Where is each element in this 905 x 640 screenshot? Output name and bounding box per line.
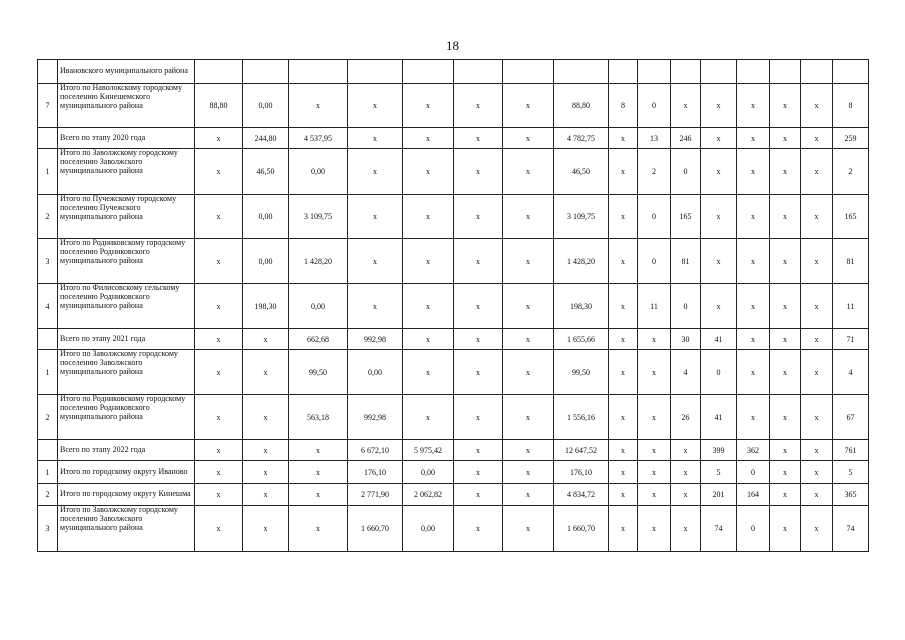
value-cell: 3 109,75 bbox=[289, 195, 348, 239]
value-cell: 30 bbox=[671, 329, 701, 350]
value-cell: x bbox=[348, 149, 403, 195]
value-cell bbox=[609, 60, 638, 84]
value-cell: 0,00 bbox=[348, 350, 403, 395]
value-cell: 2 bbox=[833, 149, 869, 195]
value-cell: x bbox=[701, 239, 737, 284]
value-cell: 0 bbox=[671, 284, 701, 329]
value-cell: x bbox=[801, 350, 833, 395]
value-cell: x bbox=[737, 329, 770, 350]
value-cell: x bbox=[671, 461, 701, 484]
data-table bbox=[37, 59, 869, 552]
value-cell: 2 bbox=[638, 149, 671, 195]
value-cell: 0,00 bbox=[289, 149, 348, 195]
value-cell: 71 bbox=[833, 329, 869, 350]
row-number-cell: 2 bbox=[38, 484, 58, 506]
value-cell: x bbox=[737, 350, 770, 395]
row-number-cell: 1 bbox=[38, 149, 58, 195]
value-cell: x bbox=[609, 195, 638, 239]
value-cell: x bbox=[638, 484, 671, 506]
value-cell: 761 bbox=[833, 440, 869, 461]
value-cell: x bbox=[454, 329, 503, 350]
value-cell: 81 bbox=[671, 239, 701, 284]
value-cell: x bbox=[503, 461, 554, 484]
page-number: 18 bbox=[446, 38, 459, 53]
row-name-cell: Итого по Родниковскому городскому поселению Родниковского муниципального района bbox=[58, 239, 195, 284]
value-cell bbox=[348, 60, 403, 84]
row-name-cell: Итого по Заволжскому городскому поселению Заволжского муниципального района bbox=[58, 350, 195, 395]
value-cell: x bbox=[503, 350, 554, 395]
value-cell: x bbox=[454, 239, 503, 284]
value-cell: 0 bbox=[638, 239, 671, 284]
value-cell bbox=[289, 60, 348, 84]
value-cell bbox=[770, 60, 801, 84]
value-cell: x bbox=[289, 84, 348, 128]
value-cell: 2 771,90 bbox=[348, 484, 403, 506]
row-number-cell bbox=[38, 128, 58, 149]
value-cell: 6 672,10 bbox=[348, 440, 403, 461]
value-cell: x bbox=[638, 440, 671, 461]
value-cell: x bbox=[801, 395, 833, 440]
value-cell: x bbox=[403, 239, 454, 284]
value-cell: x bbox=[454, 284, 503, 329]
value-cell bbox=[671, 60, 701, 84]
value-cell: 0,00 bbox=[243, 84, 289, 128]
value-cell: x bbox=[770, 128, 801, 149]
table-row bbox=[38, 506, 869, 552]
row-number-cell: 1 bbox=[38, 350, 58, 395]
table-row bbox=[38, 461, 869, 484]
value-cell: 0 bbox=[737, 506, 770, 552]
value-cell: 4 537,95 bbox=[289, 128, 348, 149]
row-name-cell: Итого по городскому округу Иваново bbox=[58, 461, 195, 484]
value-cell: x bbox=[348, 195, 403, 239]
value-cell: x bbox=[770, 329, 801, 350]
value-cell: 165 bbox=[833, 195, 869, 239]
value-cell: x bbox=[403, 195, 454, 239]
value-cell: 88,80 bbox=[195, 84, 243, 128]
value-cell: 992,98 bbox=[348, 395, 403, 440]
value-cell: x bbox=[801, 239, 833, 284]
value-cell: x bbox=[195, 195, 243, 239]
value-cell: 1 428,20 bbox=[554, 239, 609, 284]
value-cell: x bbox=[503, 195, 554, 239]
value-cell: 176,10 bbox=[348, 461, 403, 484]
value-cell: 41 bbox=[701, 329, 737, 350]
table-row bbox=[38, 128, 869, 149]
value-cell: x bbox=[801, 461, 833, 484]
value-cell: x bbox=[243, 395, 289, 440]
value-cell: x bbox=[638, 506, 671, 552]
table-row bbox=[38, 239, 869, 284]
row-name-cell: Итого по Пучежскому городскому поселению Пучежского муниципального района bbox=[58, 195, 195, 239]
value-cell: 46,50 bbox=[243, 149, 289, 195]
value-cell: x bbox=[403, 395, 454, 440]
value-cell: x bbox=[609, 506, 638, 552]
value-cell: 399 bbox=[701, 440, 737, 461]
value-cell: 198,30 bbox=[554, 284, 609, 329]
value-cell: x bbox=[503, 484, 554, 506]
value-cell: x bbox=[737, 84, 770, 128]
value-cell bbox=[195, 60, 243, 84]
value-cell: 5 bbox=[833, 461, 869, 484]
row-number-cell: 7 bbox=[38, 84, 58, 128]
value-cell: x bbox=[195, 284, 243, 329]
value-cell: x bbox=[403, 284, 454, 329]
value-cell: x bbox=[243, 440, 289, 461]
value-cell: x bbox=[801, 484, 833, 506]
value-cell: x bbox=[701, 195, 737, 239]
value-cell: x bbox=[801, 84, 833, 128]
row-number-cell bbox=[38, 329, 58, 350]
row-name-cell: Итого по Заволжскому городскому поселению Заволжского муниципального района bbox=[58, 149, 195, 195]
value-cell: x bbox=[454, 461, 503, 484]
value-cell bbox=[454, 60, 503, 84]
value-cell: 67 bbox=[833, 395, 869, 440]
value-cell: 365 bbox=[833, 484, 869, 506]
value-cell: x bbox=[801, 128, 833, 149]
value-cell: 1 428,20 bbox=[289, 239, 348, 284]
value-cell: x bbox=[609, 350, 638, 395]
value-cell bbox=[554, 60, 609, 84]
value-cell: x bbox=[671, 440, 701, 461]
value-cell: x bbox=[701, 84, 737, 128]
value-cell: 4 bbox=[833, 350, 869, 395]
value-cell bbox=[638, 60, 671, 84]
value-cell: x bbox=[503, 506, 554, 552]
value-cell: x bbox=[770, 484, 801, 506]
value-cell: 2 062,82 bbox=[403, 484, 454, 506]
value-cell bbox=[833, 60, 869, 84]
value-cell: 0,00 bbox=[243, 239, 289, 284]
value-cell: x bbox=[195, 239, 243, 284]
value-cell: x bbox=[195, 440, 243, 461]
value-cell: 0,00 bbox=[289, 284, 348, 329]
value-cell: 259 bbox=[833, 128, 869, 149]
value-cell: x bbox=[454, 350, 503, 395]
value-cell: x bbox=[503, 284, 554, 329]
value-cell: 0,00 bbox=[243, 195, 289, 239]
value-cell: x bbox=[195, 329, 243, 350]
value-cell: x bbox=[195, 149, 243, 195]
value-cell: 1 660,70 bbox=[348, 506, 403, 552]
value-cell: x bbox=[503, 395, 554, 440]
value-cell: x bbox=[609, 128, 638, 149]
value-cell: x bbox=[243, 484, 289, 506]
value-cell: x bbox=[671, 484, 701, 506]
value-cell: 4 834,72 bbox=[554, 484, 609, 506]
value-cell: x bbox=[403, 329, 454, 350]
value-cell: x bbox=[403, 128, 454, 149]
value-cell: 992,98 bbox=[348, 329, 403, 350]
value-cell: x bbox=[609, 484, 638, 506]
value-cell: 5 975,42 bbox=[403, 440, 454, 461]
row-name-cell: Итого по городскому округу Кинешма bbox=[58, 484, 195, 506]
value-cell bbox=[503, 60, 554, 84]
row-name-cell: Итого по Родниковскому городскому поселению Родниковского муниципального района bbox=[58, 395, 195, 440]
value-cell: x bbox=[609, 461, 638, 484]
value-cell: x bbox=[609, 149, 638, 195]
value-cell: x bbox=[638, 395, 671, 440]
value-cell: x bbox=[609, 239, 638, 284]
value-cell: 176,10 bbox=[554, 461, 609, 484]
table-row bbox=[38, 284, 869, 329]
value-cell: x bbox=[195, 350, 243, 395]
value-cell: x bbox=[609, 395, 638, 440]
value-cell: x bbox=[289, 484, 348, 506]
value-cell: x bbox=[454, 506, 503, 552]
value-cell: x bbox=[701, 149, 737, 195]
value-cell: x bbox=[195, 128, 243, 149]
value-cell: x bbox=[403, 149, 454, 195]
value-cell: 1 660,70 bbox=[554, 506, 609, 552]
value-cell: x bbox=[770, 506, 801, 552]
value-cell: x bbox=[454, 149, 503, 195]
row-number-cell: 1 bbox=[38, 461, 58, 484]
value-cell: 0 bbox=[638, 84, 671, 128]
value-cell: x bbox=[737, 195, 770, 239]
value-cell: x bbox=[801, 284, 833, 329]
value-cell: x bbox=[770, 284, 801, 329]
value-cell: x bbox=[454, 84, 503, 128]
value-cell: x bbox=[701, 284, 737, 329]
value-cell: x bbox=[701, 128, 737, 149]
value-cell bbox=[243, 60, 289, 84]
table-row bbox=[38, 84, 869, 128]
value-cell: 0,00 bbox=[403, 461, 454, 484]
value-cell bbox=[701, 60, 737, 84]
table-row bbox=[38, 329, 869, 350]
value-cell: x bbox=[454, 440, 503, 461]
row-number-cell bbox=[38, 440, 58, 461]
value-cell: x bbox=[289, 461, 348, 484]
value-cell: x bbox=[609, 284, 638, 329]
row-number-cell: 2 bbox=[38, 395, 58, 440]
value-cell: x bbox=[638, 350, 671, 395]
value-cell: 0 bbox=[638, 195, 671, 239]
value-cell: x bbox=[243, 329, 289, 350]
value-cell: 13 bbox=[638, 128, 671, 149]
value-cell: x bbox=[671, 84, 701, 128]
value-cell: x bbox=[638, 329, 671, 350]
table-row bbox=[38, 60, 869, 84]
value-cell: x bbox=[737, 284, 770, 329]
value-cell: 11 bbox=[833, 284, 869, 329]
value-cell: x bbox=[638, 461, 671, 484]
value-cell bbox=[737, 60, 770, 84]
value-cell: 1 655,66 bbox=[554, 329, 609, 350]
value-cell: 244,80 bbox=[243, 128, 289, 149]
value-cell: x bbox=[454, 395, 503, 440]
value-cell: x bbox=[770, 350, 801, 395]
value-cell: 8 bbox=[833, 84, 869, 128]
row-name-cell: Всего по этапу 2022 года bbox=[58, 440, 195, 461]
value-cell: 362 bbox=[737, 440, 770, 461]
value-cell: x bbox=[609, 329, 638, 350]
value-cell: 201 bbox=[701, 484, 737, 506]
value-cell: 0 bbox=[737, 461, 770, 484]
value-cell: 3 109,75 bbox=[554, 195, 609, 239]
value-cell: x bbox=[737, 149, 770, 195]
row-number-cell: 4 bbox=[38, 284, 58, 329]
value-cell: 12 647,52 bbox=[554, 440, 609, 461]
value-cell: 81 bbox=[833, 239, 869, 284]
value-cell: 99,50 bbox=[554, 350, 609, 395]
value-cell: x bbox=[503, 128, 554, 149]
value-cell: x bbox=[801, 506, 833, 552]
table-row bbox=[38, 395, 869, 440]
value-cell: x bbox=[454, 195, 503, 239]
value-cell: 4 bbox=[671, 350, 701, 395]
value-cell: 1 556,16 bbox=[554, 395, 609, 440]
value-cell: x bbox=[770, 395, 801, 440]
value-cell: x bbox=[737, 239, 770, 284]
value-cell: x bbox=[801, 195, 833, 239]
table-row bbox=[38, 484, 869, 506]
value-cell: x bbox=[243, 506, 289, 552]
value-cell: x bbox=[770, 84, 801, 128]
value-cell: 99,50 bbox=[289, 350, 348, 395]
value-cell: x bbox=[801, 329, 833, 350]
value-cell: 26 bbox=[671, 395, 701, 440]
value-cell: 164 bbox=[737, 484, 770, 506]
row-name-cell: Итого по Наволокскому городскому поселению Кинешемского муниципального района bbox=[58, 84, 195, 128]
value-cell: x bbox=[770, 239, 801, 284]
row-name-cell: Ивановского муниципального района bbox=[58, 60, 195, 84]
row-number-cell: 2 bbox=[38, 195, 58, 239]
value-cell: x bbox=[671, 506, 701, 552]
value-cell: x bbox=[289, 506, 348, 552]
value-cell: 0 bbox=[701, 350, 737, 395]
value-cell: x bbox=[403, 350, 454, 395]
value-cell: 198,30 bbox=[243, 284, 289, 329]
value-cell: 46,50 bbox=[554, 149, 609, 195]
table-row bbox=[38, 149, 869, 195]
value-cell: x bbox=[289, 440, 348, 461]
value-cell: 0 bbox=[671, 149, 701, 195]
value-cell: x bbox=[195, 395, 243, 440]
value-cell: 246 bbox=[671, 128, 701, 149]
value-cell: x bbox=[770, 195, 801, 239]
value-cell: x bbox=[737, 128, 770, 149]
value-cell: 8 bbox=[609, 84, 638, 128]
value-cell: 5 bbox=[701, 461, 737, 484]
value-cell: x bbox=[801, 149, 833, 195]
value-cell: x bbox=[403, 84, 454, 128]
row-number-cell bbox=[38, 60, 58, 84]
value-cell: x bbox=[770, 461, 801, 484]
value-cell bbox=[403, 60, 454, 84]
value-cell bbox=[801, 60, 833, 84]
value-cell: 74 bbox=[701, 506, 737, 552]
value-cell: x bbox=[348, 239, 403, 284]
value-cell: x bbox=[503, 329, 554, 350]
row-name-cell: Итого по Заволжскому городскому поселению Заволжского муниципального района bbox=[58, 506, 195, 552]
row-name-cell: Всего по этапу 2020 года bbox=[58, 128, 195, 149]
value-cell: 563,18 bbox=[289, 395, 348, 440]
table-row bbox=[38, 440, 869, 461]
value-cell: x bbox=[770, 440, 801, 461]
value-cell: x bbox=[801, 440, 833, 461]
value-cell: 0,00 bbox=[403, 506, 454, 552]
value-cell: x bbox=[770, 149, 801, 195]
value-cell: x bbox=[454, 128, 503, 149]
value-cell: x bbox=[243, 461, 289, 484]
value-cell: x bbox=[503, 149, 554, 195]
value-cell: x bbox=[348, 128, 403, 149]
value-cell: x bbox=[195, 461, 243, 484]
value-cell: x bbox=[609, 440, 638, 461]
value-cell: x bbox=[348, 84, 403, 128]
table-row bbox=[38, 195, 869, 239]
value-cell: x bbox=[195, 484, 243, 506]
value-cell: x bbox=[503, 84, 554, 128]
row-number-cell: 3 bbox=[38, 506, 58, 552]
value-cell: x bbox=[348, 284, 403, 329]
value-cell: x bbox=[503, 239, 554, 284]
row-name-cell: Итого по Филисовскому сельскому поселению Родниковского муниципального района bbox=[58, 284, 195, 329]
value-cell: 41 bbox=[701, 395, 737, 440]
value-cell: x bbox=[243, 350, 289, 395]
value-cell: x bbox=[737, 395, 770, 440]
value-cell: 11 bbox=[638, 284, 671, 329]
row-number-cell: 3 bbox=[38, 239, 58, 284]
table-row bbox=[38, 350, 869, 395]
value-cell: 88,80 bbox=[554, 84, 609, 128]
value-cell: 662,68 bbox=[289, 329, 348, 350]
row-name-cell: Всего по этапу 2021 года bbox=[58, 329, 195, 350]
value-cell: 74 bbox=[833, 506, 869, 552]
value-cell: x bbox=[454, 484, 503, 506]
value-cell: 4 782,75 bbox=[554, 128, 609, 149]
value-cell: x bbox=[195, 506, 243, 552]
value-cell: x bbox=[503, 440, 554, 461]
value-cell: 165 bbox=[671, 195, 701, 239]
